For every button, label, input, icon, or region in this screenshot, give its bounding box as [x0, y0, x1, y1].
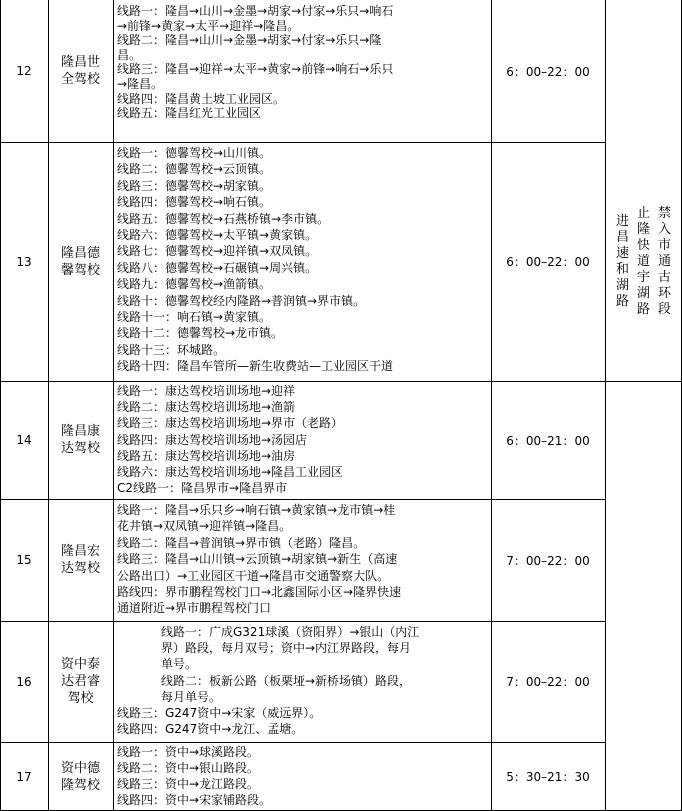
route-line: 昌。 [117, 47, 142, 62]
remark-char: 湖 [615, 277, 629, 293]
route-line: 通道附近→界市鹏程驾校门口 [117, 601, 272, 616]
route-line: 线路一：德馨驾校→山川镇。 [117, 146, 272, 160]
route-line: 线路四：康达驾校培训场地→汤园店 [117, 432, 308, 447]
row-12-number: 12 [16, 64, 32, 78]
route-line: 线路十二：德馨驾校→龙市镇。 [117, 326, 284, 341]
route-line: 线路四：G247资中→龙江、孟塘。 [117, 722, 304, 737]
remark-char: 古 [658, 269, 672, 285]
row-13-routes [113, 145, 491, 381]
route-line: 线路六：康达驾校培训场地→隆昌工业园区 [117, 465, 344, 480]
grid-line [0, 381, 682, 382]
row-14-school-name: 隆昌康 达驾校 [60, 424, 100, 456]
route-line: 线路三：资中→龙江路段。 [117, 777, 260, 791]
route-line: 花井镇→双凤镇→迎祥镇→隆昌。 [117, 519, 292, 534]
row-13-number: 13 [16, 254, 32, 269]
remark-char: 速 [615, 245, 629, 261]
route-line: →前锋→黄家→太平→迎祥→隆昌。 [117, 18, 300, 33]
row-17-time: 5：30–21：30 [506, 770, 590, 784]
route-line: C2线路一：隆昌界市→隆昌界市 [117, 481, 288, 496]
route-line: 线路五：康达驾校培训场地→油房 [117, 448, 296, 463]
route-line: 线路九：德馨驾校→渔箭镇。 [117, 277, 272, 292]
route-line: 线路六：德馨驾校→太平镇→黄家镇。 [117, 228, 318, 243]
grid-line [0, 0, 1, 811]
remark-char: 宇 [636, 269, 650, 285]
remark-char: 和 [615, 261, 629, 277]
remark-char: 道 [636, 253, 650, 269]
route-line: 线路二：资中→银山路段。 [117, 761, 260, 775]
route-line: 线路七：德馨驾校→迎祥镇→双凤镇。 [117, 244, 318, 259]
grid-line [0, 621, 605, 622]
route-line: 线路四：德馨驾校→响石镇。 [117, 195, 272, 210]
route-line: 线路十：德馨驾校经内隆路→普润镇→界市镇。 [117, 293, 366, 308]
remark-char: 入 [658, 221, 672, 237]
remark-column [616, 214, 629, 310]
row-14-routes [113, 383, 491, 499]
row-14-time: 6：00–21：00 [506, 433, 590, 448]
route-line: 线路五：隆昌红光工业园区 [117, 106, 262, 121]
grid-line [113, 0, 114, 811]
row-15-school-name: 隆昌宏 达驾校 [60, 544, 100, 576]
row-12-routes [113, 4, 491, 142]
remark-column [658, 206, 671, 318]
route-line: 线路一：康达驾校培训场地→迎祥 [117, 384, 296, 398]
route-line: 公路出口）→工业园区干道→隆昌市交通警察大队。 [117, 568, 390, 583]
remark-char: 进 [615, 213, 629, 229]
route-line: 线路二：隆昌→普润镇→界市镇（老路）隆昌。 [117, 535, 366, 550]
remark-char: 市 [658, 237, 672, 253]
remark-char: 路 [615, 293, 629, 309]
route-line: 线路三：G247资中→宋家（威远界）。 [117, 706, 322, 721]
route-line: 线路四：资中→宋家铺路段。 [117, 793, 272, 807]
row-16-time: 7：00–22：00 [506, 675, 590, 689]
remark-char: 止 [636, 205, 650, 221]
grid-line [0, 142, 605, 143]
route-line: 线路二：板新公路（板栗垭→新桥场镇）路段， [161, 673, 412, 688]
grid-line [491, 0, 492, 811]
remark-char: 环 [658, 285, 672, 301]
row-15-routes [113, 502, 491, 621]
grid-line [48, 0, 49, 811]
row-17-school-name: 资中德 隆驾校 [60, 760, 100, 793]
remark-char: 隆 [636, 221, 650, 237]
row-14-number: 14 [16, 433, 32, 447]
row-12-time: 6：00–22：00 [506, 64, 590, 79]
row-15-number: 15 [16, 553, 32, 567]
row-13-time: 6：00–22：00 [506, 255, 590, 269]
route-line: 线路十一：响石镇→黄家镇。 [117, 310, 272, 325]
route-line: →隆昌。 [117, 76, 164, 91]
route-line: 线路一：广成G321球溪（资阳界）→银山（内江 [161, 625, 420, 639]
route-line: 线路一：隆昌→山川→金墨→胡家→付家→乐只→响石 [117, 4, 394, 18]
route-line: 线路一：资中→球溪路段。 [117, 745, 260, 759]
route-line: 线路五：德馨驾校→石燕桥镇→李市镇。 [117, 211, 330, 226]
row-15-time: 7：00–22：00 [506, 553, 590, 568]
route-line: 线路二：康达驾校培训场地→渔箭 [117, 400, 296, 415]
route-line: 单号。 [161, 657, 198, 672]
route-line: 线路八：德馨驾校→石碾镇→周兴镇。 [117, 260, 318, 275]
route-line: 线路三：康达驾校培训场地→界市（老路） [117, 416, 344, 431]
remark-char: 湖 [636, 285, 650, 301]
route-line: 线路三：隆昌→山川镇→云顶镇→胡家镇→新生（高速 [117, 552, 398, 567]
row-16-routes [113, 624, 491, 742]
remark-char: 通 [658, 253, 672, 269]
route-line: 路线四：界市鹏程驾校门口→北鑫国际小区→隆界快速 [117, 585, 402, 600]
remark-char: 禁 [658, 205, 672, 221]
remark-char: 快 [636, 237, 650, 253]
route-line: 线路二：德馨驾校→云顶镇。 [117, 162, 272, 177]
route-line: 线路四：隆昌黄土坡工业园区。 [117, 91, 286, 106]
route-line: 线路一：隆昌→乐只乡→响石镇→黄家镇→龙市镇→桂 [117, 503, 396, 517]
route-line: 线路十三：环城路。 [117, 342, 226, 357]
route-line: 线路三：德馨驾校→胡家镇。 [117, 178, 272, 193]
row-12-school-name: 隆昌世 全驾校 [60, 55, 100, 87]
row-16-number: 16 [16, 674, 32, 689]
route-line: 每月单号。 [161, 689, 222, 704]
grid-line [0, 499, 605, 500]
route-line: 线路二：隆昌→山川→金墨→胡家→付家→乐只→隆 [117, 33, 382, 48]
remark-char: 段 [658, 301, 672, 317]
remark-char: 昌 [615, 229, 629, 245]
route-line: 线路三：隆昌→迎祥→太平→黄家→前锋→响石→乐只 [117, 62, 394, 77]
row-13-school-name: 隆昌德 馨驾校 [60, 245, 100, 278]
row-13-remark [605, 142, 682, 381]
remark-column [637, 206, 650, 318]
remark-char: 路 [636, 301, 650, 317]
grid-line [605, 0, 606, 811]
grid-line [0, 742, 605, 743]
route-line: 界）路段，每月双号；资中→内江界路段，每月 [161, 641, 412, 656]
row-16-school-name: 资中泰 达君睿 驾校 [60, 657, 100, 706]
row-17-number: 17 [16, 769, 32, 784]
route-line: 线路十四：隆昌车管所—新生收费站—工业园区干道 [117, 359, 394, 374]
row-17-routes [113, 744, 491, 811]
